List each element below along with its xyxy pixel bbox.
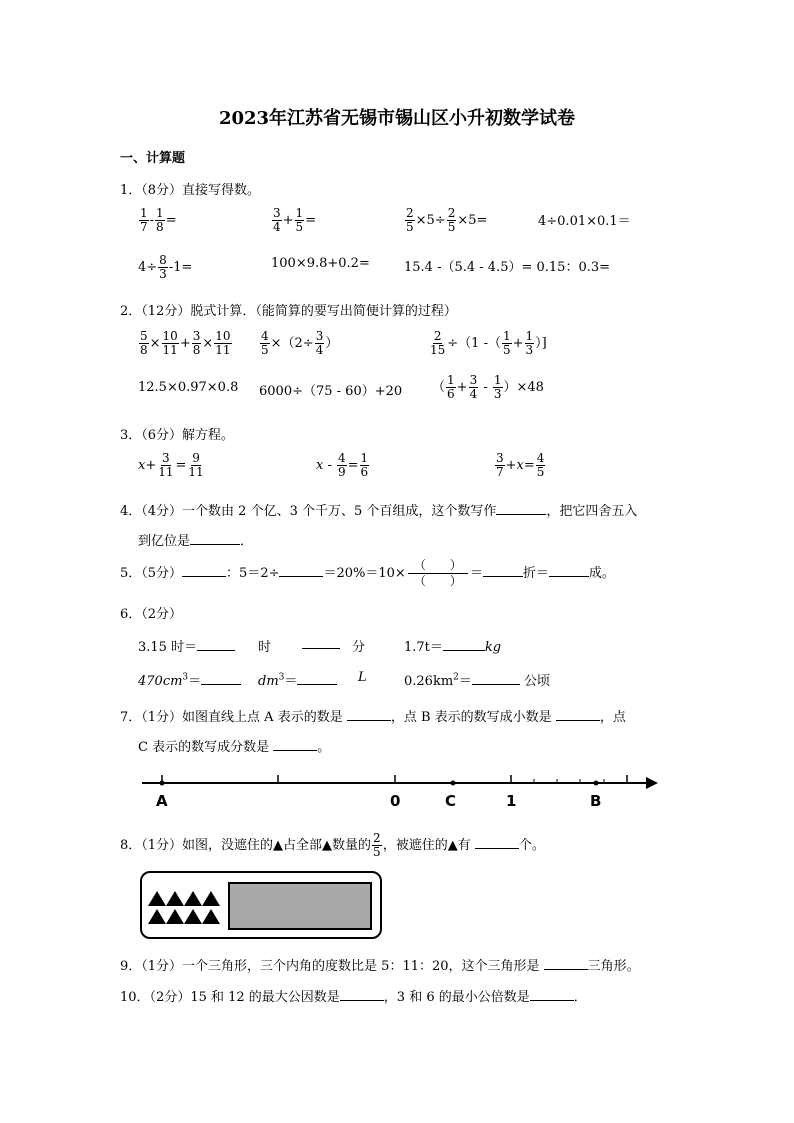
answer-blank[interactable] <box>273 738 317 751</box>
answer-blank[interactable] <box>530 988 574 1001</box>
question-1-head: 1．（8分）直接写得数。 <box>120 183 261 198</box>
question-7-line-2: C 表示的数写成分数是 。 <box>138 740 331 755</box>
triangle-icon <box>166 891 184 906</box>
answer-blank[interactable] <box>279 564 323 577</box>
q2-expr-4: 12.5×0.97×0.8 <box>138 380 239 395</box>
q1-expr-1: $\frac{1}{7}$ - $\frac{1}{8}$ = <box>140 206 177 234</box>
cover-box <box>228 882 372 930</box>
point-C <box>451 781 456 786</box>
triangle-figure <box>140 871 382 939</box>
label-B: B <box>590 792 602 810</box>
q3-equation-3: $\frac{3}{7}$ +x= $\frac{4}{5}$ <box>496 451 545 479</box>
answer-blank[interactable] <box>549 564 589 577</box>
question-10: 10．（2分）15 和 12 的最大公因数是 ，3 和 6 的最小公倍数是 ． <box>120 990 587 1005</box>
answer-blank[interactable] <box>496 502 546 515</box>
triangle-icon <box>184 909 202 924</box>
q2-expr-3: $\frac{2}{15}$ ÷（1 -（ $\frac{1}{5}$ + $\frac{1}{3}$ ）] <box>430 329 547 357</box>
answer-blank[interactable] <box>556 708 600 721</box>
q1-expr-2: $\frac{3}{4}$ + $\frac{1}{5}$ = <box>273 206 317 234</box>
answer-blank[interactable] <box>347 708 391 721</box>
q1-expr-7: 15.4 -（5.4 - 4.5）= 0.15：0.3= <box>404 260 611 275</box>
question-4-line-1: 4．（4分）一个数由 2 个亿、3 个千万、5 个百组成，这个数写作 ，把它四舍五入 <box>120 504 638 519</box>
answer-blank[interactable] <box>190 532 240 545</box>
question-7-line-1: 7．（1分）如图直线上点 A 表示的数是 ，点 B 表示的数写成小数是 ，点 <box>120 710 626 725</box>
question-6-head: 6．（2分） <box>120 607 183 622</box>
q6-row-2b: $dm^3=$ <box>258 670 337 689</box>
unit-liter: L <box>358 670 367 685</box>
answer-blank[interactable] <box>475 836 519 849</box>
arrow-head-icon <box>646 777 658 789</box>
question-8: 8．（1分）如图，没遮住的▲占全部▲数量的 $\frac{2}{5}$ ，被遮住的▲有 个。 <box>120 831 545 859</box>
answer-blank[interactable] <box>302 636 340 653</box>
question-2-head: 2．（12分）脱式计算．（能简算的要写出简便计算的过程） <box>120 304 457 319</box>
triangle-icon <box>148 891 166 906</box>
q2-expr-6: （ $\frac{1}{6}$ + $\frac{3}{4}$ - $\frac{1}{3}$ ）×48 <box>432 373 544 401</box>
q2-expr-5: 6000÷（75 - 60）+20 <box>259 384 403 399</box>
question-5: 5．（5分） ：5＝2÷ ＝20%＝10× $\frac{( )}{( )}$ ＝ 折＝ 成。 <box>120 558 615 588</box>
q1-expr-6: 100×9.8+0.2= <box>271 256 370 271</box>
answer-blank[interactable] <box>197 638 235 651</box>
triangle-icon <box>148 909 166 924</box>
triangle-icon <box>184 891 202 906</box>
q2-expr-2: $\frac{4}{5}$ ×（2÷ $\frac{3}{4}$ ） <box>261 329 339 357</box>
answer-blank[interactable] <box>472 672 520 685</box>
page-title: 2023年江苏省无锡市锡山区小升初数学试卷 <box>218 108 576 129</box>
question-3-head: 3．（6分）解方程。 <box>120 428 235 443</box>
point-B <box>594 781 599 786</box>
q2-expr-1: $\frac{5}{8}$ × $\frac{10}{11}$ + $\frac{3}{8}$ × $\frac{10}{11}$ <box>140 329 231 357</box>
question-4-line-2: 到亿位是 ． <box>138 534 254 549</box>
q6-row-1a: 3.15 时＝ <box>138 636 235 655</box>
answer-blank[interactable] <box>443 638 485 651</box>
answer-blank[interactable] <box>201 672 241 685</box>
label-one: 1 <box>506 792 517 810</box>
point-A <box>160 781 165 786</box>
triangle-icon <box>202 909 220 924</box>
question-9: 9．（1分）一个三角形，三个内角的度数比是 5：11：20，这个三角形是 三角形。 <box>120 959 640 974</box>
q1-expr-5: 4÷ $\frac{8}{3}$ -1= <box>138 253 193 281</box>
answer-blank[interactable] <box>483 564 523 577</box>
answer-blank[interactable] <box>544 957 588 970</box>
unit-hour: 时 <box>258 640 272 655</box>
label-zero: 0 <box>390 792 401 810</box>
label-C: C <box>445 792 457 810</box>
triangle-icon <box>202 891 220 906</box>
answer-blank[interactable] <box>340 988 384 1001</box>
q6-row-1b: 1.7t＝ kg <box>404 640 502 655</box>
q1-expr-4: 4÷0.01×0.1＝ <box>538 214 631 229</box>
unit-minute: 分 <box>352 640 366 655</box>
answer-blank[interactable] <box>182 564 226 577</box>
section-heading: 一、计算题 <box>120 151 186 166</box>
label-A: A <box>156 792 168 810</box>
answer-blank[interactable] <box>297 672 337 685</box>
q3-equation-1: x+ $\frac{3}{11}$ = $\frac{9}{11}$ <box>138 451 204 479</box>
triangle-icon <box>166 909 184 924</box>
q3-equation-2: x - $\frac{4}{9}$ = $\frac{1}{6}$ <box>316 451 369 479</box>
q1-expr-3: $\frac{2}{5}$ ×5÷ $\frac{2}{5}$ ×5= <box>406 206 488 234</box>
q6-row-2a: $470cm^3=$ <box>138 670 241 689</box>
q6-row-2c: $0.26km^2=$ 公顷 <box>404 672 551 689</box>
